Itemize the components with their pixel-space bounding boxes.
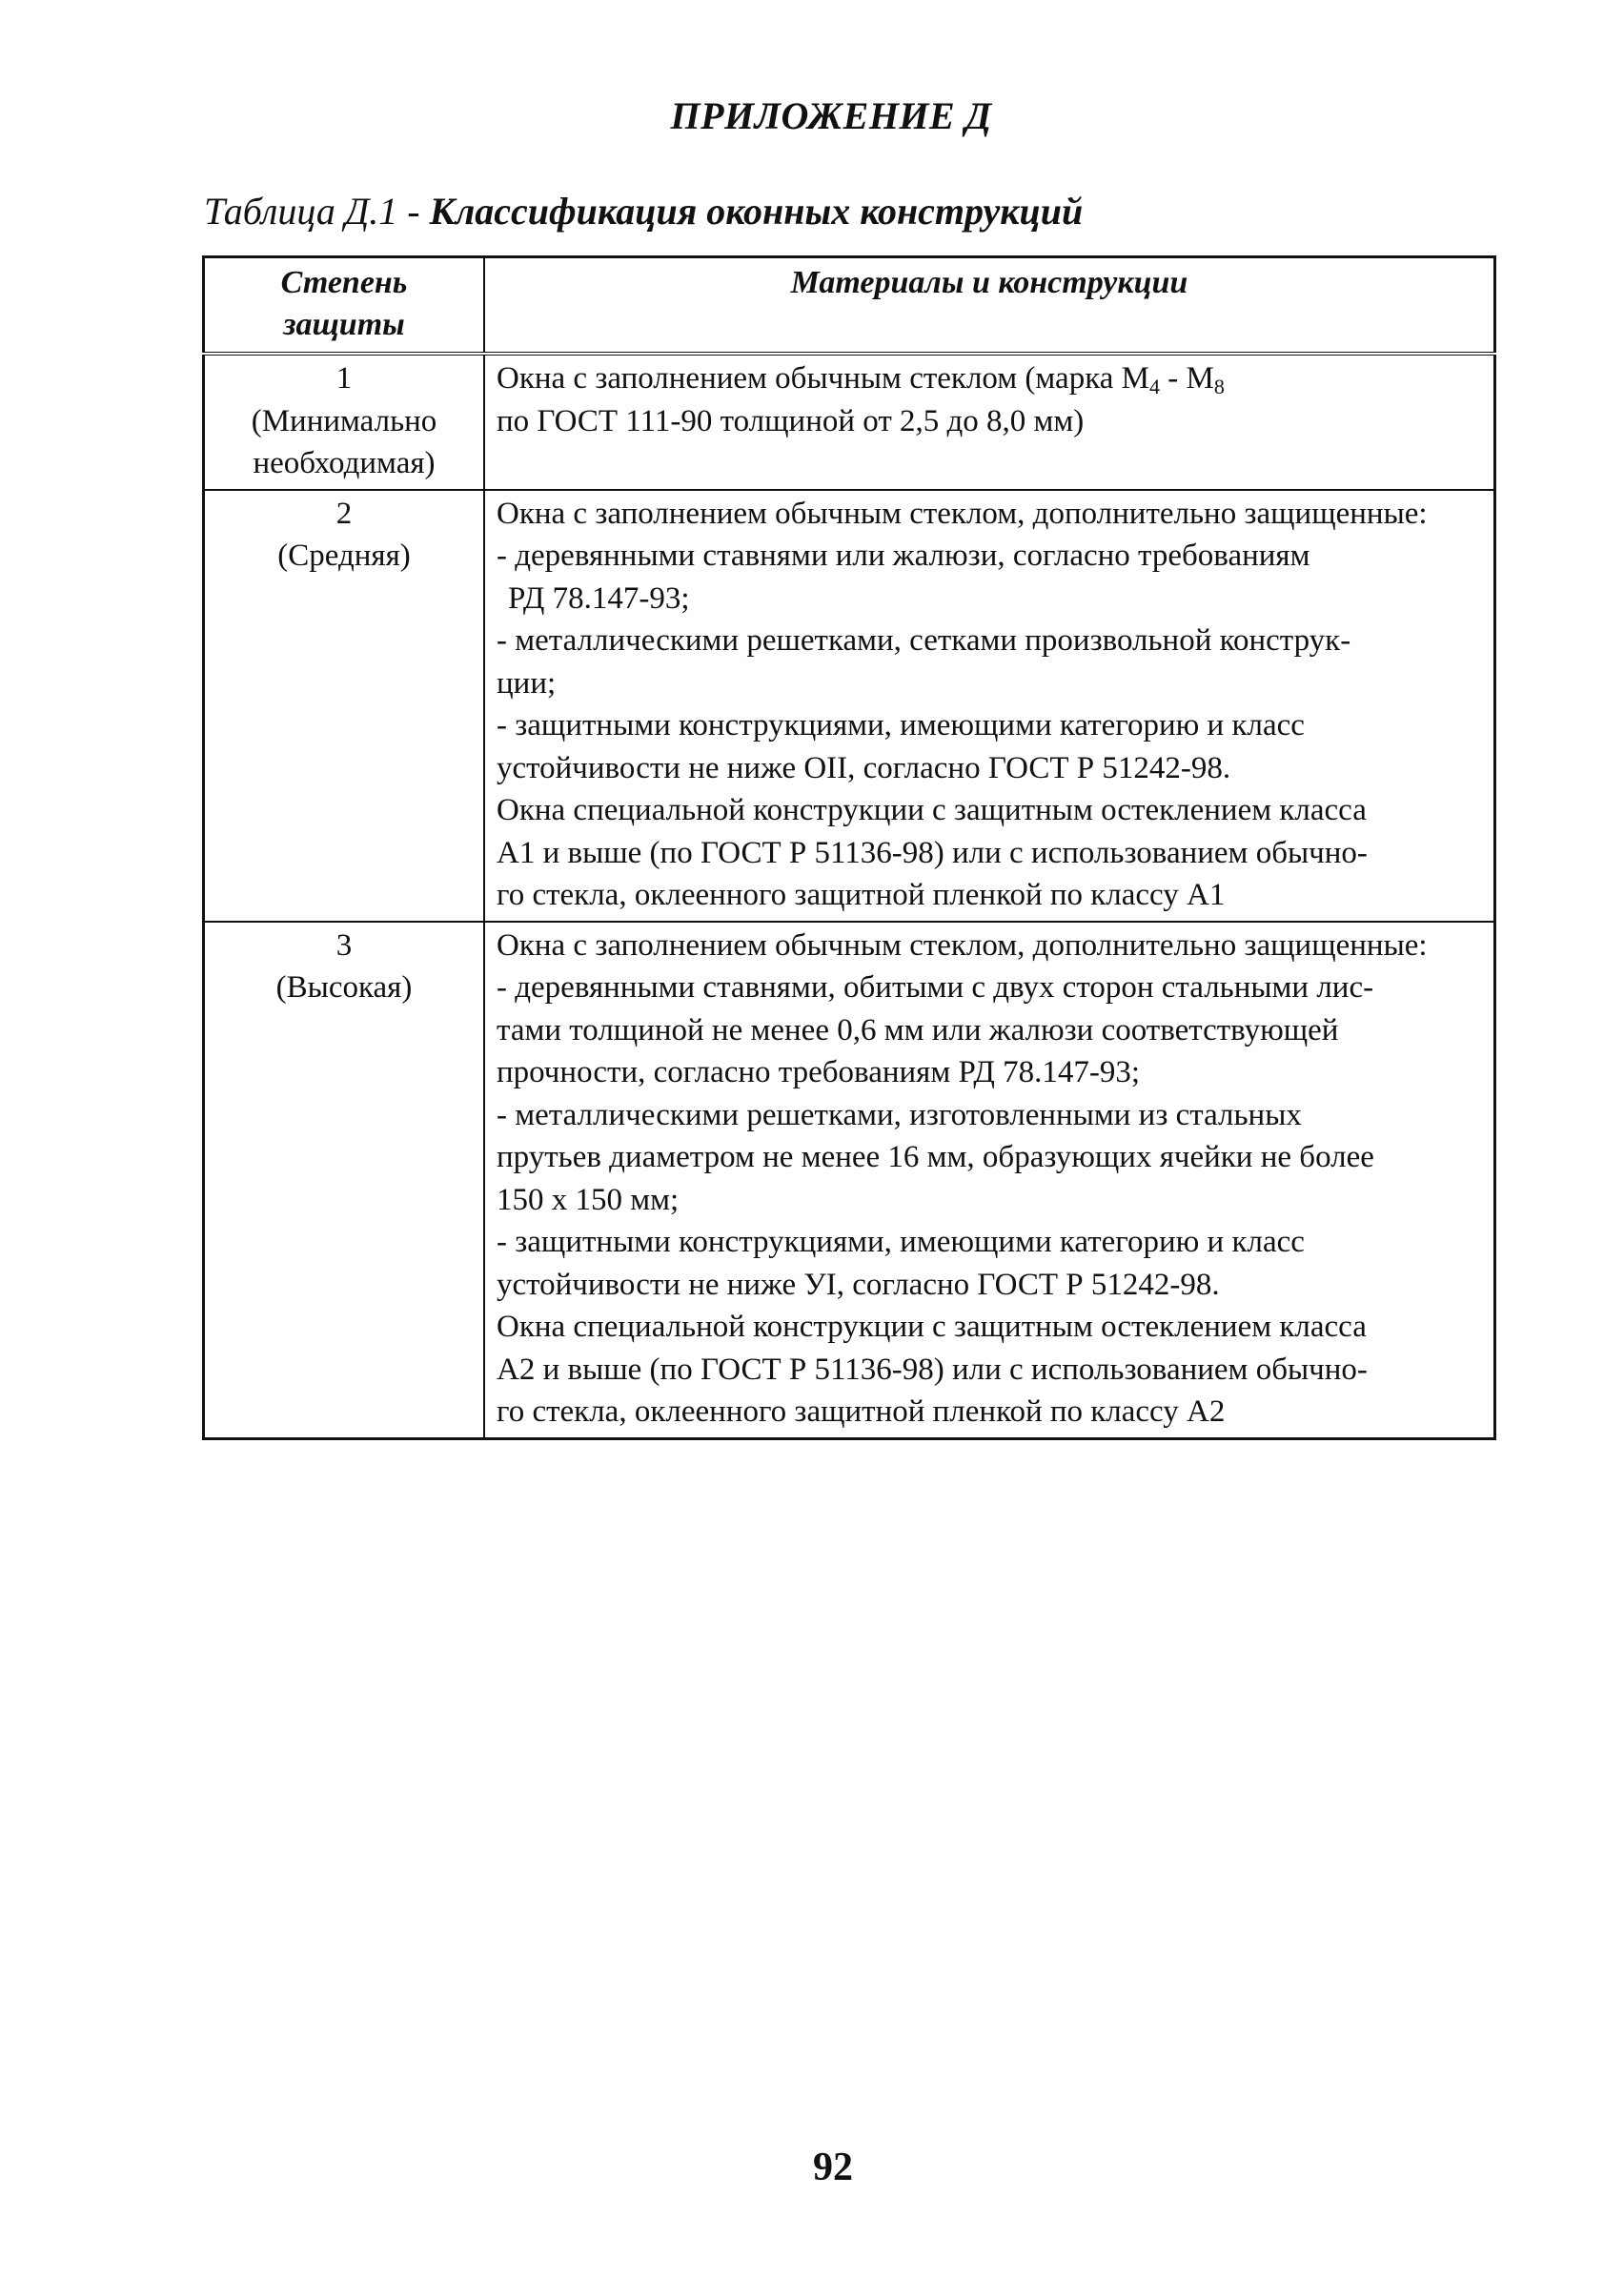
degree-number: 3	[335, 927, 353, 963]
table-caption-label: Таблица Д.1 -	[204, 190, 430, 233]
materials-cell-3	[484, 922, 1495, 1439]
page-heading: ПРИЛОЖЕНИЕ Д	[670, 94, 992, 137]
header-protection-degree	[204, 257, 485, 355]
materials-line: устойчивости не ниже УI, согласно ГОСТ Р 51242-98.	[497, 1267, 1220, 1302]
materials-cell-1	[484, 354, 1495, 490]
table-row	[204, 354, 1495, 490]
table-caption-title: Классификация оконных конструкций	[429, 190, 1084, 233]
materials-line: - металлическими решетками, изготовленными из стальных	[497, 1097, 1302, 1132]
degree-name-line: (Средняя)	[277, 539, 411, 573]
materials-line: А2 и выше (по ГОСТ Р 51136-98) или с использованием обычно-	[497, 1352, 1368, 1387]
table-row	[204, 922, 1495, 1439]
materials-text: - М	[1159, 361, 1214, 396]
degree-number: 2	[335, 496, 353, 531]
materials-line: тами толщиной не менее 0,6 мм или жалюзи соответствующей	[497, 1012, 1339, 1047]
table-header-row	[204, 257, 1495, 355]
materials-line: Окна специальной конструкции с защитным остеклением класса	[497, 793, 1367, 827]
materials-line	[497, 357, 1484, 400]
materials-line: РД 78.147-93;	[508, 580, 690, 616]
materials-cell-2	[484, 490, 1495, 922]
table-row	[204, 490, 1495, 922]
materials-line: - защитными конструкциями, имеющими категорию и класс	[497, 708, 1305, 742]
degree-cell-2	[204, 490, 485, 922]
materials-line: Окна с заполнением обычным стеклом, дополнительно защищенные:	[497, 927, 1428, 963]
materials-line: Окна с заполнением обычным стеклом, дополнительно защищенные:	[497, 496, 1428, 531]
grade-subscript: 4	[1148, 375, 1160, 398]
materials-line: - деревянными ставнями или жалюзи, согласно требованиям	[497, 539, 1310, 573]
materials-line: устойчивости не ниже ОII, согласно ГОСТ Р 51242-98.	[497, 750, 1231, 785]
materials-line: ции;	[497, 665, 557, 701]
materials-line: - металлическими решетками, сетками произвольной конструк-	[497, 623, 1351, 658]
materials-line: прочности, согласно требованиям РД 78.147-93;	[497, 1055, 1141, 1089]
materials-text: Окна с заполнением обычным стеклом (марка М	[497, 361, 1149, 396]
header-degree-line1: Степень	[280, 265, 408, 300]
degree-name-line: необходимая)	[253, 446, 436, 480]
header-degree-line2: защиты	[283, 307, 405, 342]
materials-line: прутьев диаметром не менее 16 мм, образующих ячейки не более	[497, 1140, 1374, 1174]
degree-name-line: (Высокая)	[275, 970, 413, 1005]
degree-cell-1	[204, 354, 485, 490]
materials-line: - защитными конструкциями, имеющими категорию и класс	[497, 1225, 1305, 1259]
degree-name-line: (Минимально	[251, 403, 437, 438]
materials-line: го стекла, оклеенного защитной пленкой по классу А1	[497, 878, 1226, 912]
degree-number: 1	[335, 361, 353, 396]
page-number: 92	[813, 2146, 853, 2189]
table-caption	[204, 189, 1083, 234]
materials-line: - деревянными ставнями, обитыми с двух сторон стальными лис-	[497, 970, 1374, 1005]
materials-line: по ГОСТ 111-90 толщиной от 2,5 до 8,0 мм)	[497, 403, 1085, 438]
materials-line: го стекла, оклеенного защитной пленкой по классу А2	[497, 1394, 1226, 1429]
header-materials: Материалы и конструкции	[484, 257, 1495, 355]
materials-line: 150 х 150 мм;	[497, 1182, 680, 1217]
degree-cell-3	[204, 922, 485, 1439]
grade-subscript: 8	[1213, 375, 1225, 398]
materials-line: А1 и выше (по ГОСТ Р 51136-98) или с использованием обычно-	[497, 835, 1368, 870]
classification-table	[202, 255, 1496, 1440]
materials-line: Окна специальной конструкции с защитным остеклением класса	[497, 1310, 1367, 1344]
